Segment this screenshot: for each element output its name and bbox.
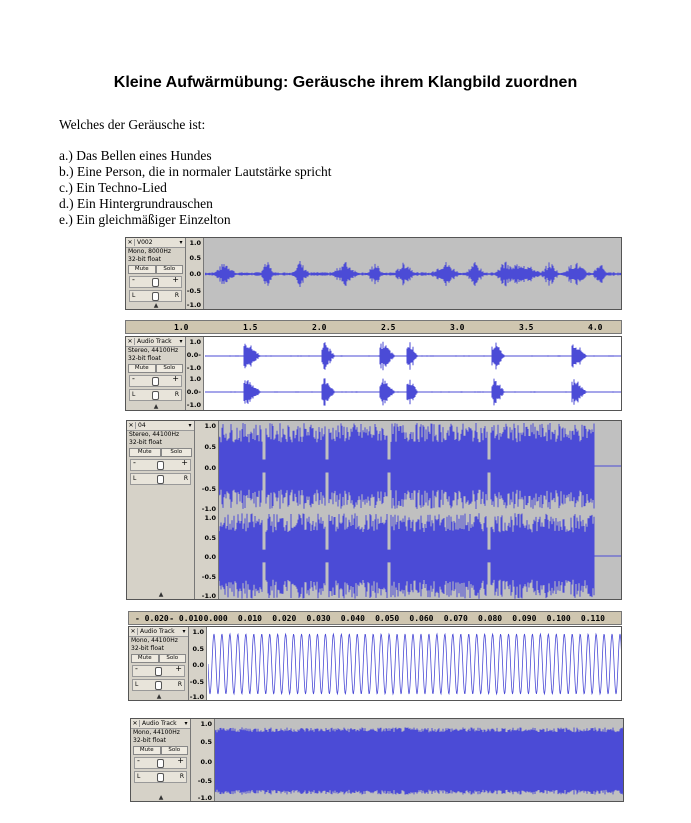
dropdown-icon[interactable]: ▾ [179,338,183,345]
ruler-tick-label: 0.070 [443,614,468,623]
track-info: Mono, 44100Hz [131,637,178,644]
ruler-tick-label: 0.000 [203,614,228,623]
ruler-tick-label: 0.100 [546,614,571,623]
mute-button[interactable]: Mute [133,746,161,755]
option-e: e.) Ein gleichmäßiger Einzelton [59,212,231,227]
dropdown-icon[interactable]: ▾ [182,628,186,635]
ruler-tick-label: 0.060 [409,614,434,623]
ruler-tick-label: 2.5 [381,323,396,332]
pan-slider[interactable]: L R [134,771,187,783]
ruler-tick-label: 2.0 [312,323,327,332]
waveform-1 [205,238,622,310]
track-panel-1 [125,237,622,310]
waveform-path [208,634,622,694]
solo-button[interactable]: Solo [156,265,184,274]
ruler-tick-label: 4.0 [588,323,603,332]
solo-button[interactable]: Solo [156,364,184,373]
track-info: Stereo, 44100Hz [128,347,179,354]
track-format: 32-bit float [128,355,162,362]
track-name[interactable]: Audio Track [137,338,172,345]
pan-slider[interactable]: L R [129,389,182,401]
ruler-tick-label: 0.040 [340,614,365,623]
mute-button[interactable]: Mute [129,448,161,457]
close-icon[interactable]: ✕ [127,422,136,429]
option-b: b.) Eine Person, die in normaler Lautstärke spricht [59,164,332,179]
track-name[interactable]: 04 [138,422,146,429]
track-control-2 [126,337,186,411]
pan-slider[interactable]: L R [129,290,182,302]
ruler-tick-label: 0.090 [512,614,537,623]
track-name[interactable]: Audio Track [140,628,175,635]
track-info: Mono, 8000Hz [128,248,172,255]
dropdown-icon[interactable]: ▾ [188,422,192,429]
collapse-icon[interactable]: ▲ [158,794,164,801]
close-icon[interactable]: ✕ [126,338,135,345]
ruler-tick-label: 3.5 [519,323,534,332]
mute-button[interactable]: Mute [131,654,159,663]
track-panel-3 [126,420,622,600]
solo-button[interactable]: Solo [161,746,189,755]
solo-button[interactable]: Solo [161,448,193,457]
track-info: Stereo, 44100Hz [129,431,180,438]
ruler-tick-label: 0.080 [478,614,503,623]
track-format: 32-bit float [131,645,165,652]
dropdown-icon[interactable]: ▾ [179,239,183,246]
track-panel-5 [130,718,624,802]
gain-slider[interactable]: - + [129,276,182,288]
option-a: a.) Das Bellen eines Hundes [59,148,212,163]
gain-slider[interactable]: - + [132,665,185,677]
option-d: d.) Ein Hintergrundrauschen [59,196,213,211]
track-format: 32-bit float [133,737,167,744]
track-info: Mono, 44100Hz [133,729,180,736]
ruler-tick-label: 0.010 [237,614,262,623]
time-ruler-1 [125,320,622,334]
ruler-tick-label: 1.5 [243,323,258,332]
amplitude-scale: 1.0 0.0- -1.0 1.0 0.0- -1.0 [186,337,204,411]
track-format: 32-bit float [128,256,162,263]
option-c: c.) Ein Techno-Lied [59,180,167,195]
page-title: Kleine Aufwärmübung: Geräusche ihrem Klangbild zuordnen [113,74,578,91]
close-icon[interactable]: ✕ [129,628,138,635]
time-ruler-2 [128,611,622,625]
collapse-icon[interactable]: ▲ [153,403,159,410]
options-list [59,148,332,228]
track-control-1 [126,238,186,310]
track-name[interactable]: Audio Track [142,720,177,727]
gain-slider[interactable]: - + [130,459,191,471]
gain-slider[interactable]: - + [129,375,182,387]
ruler-tick-label: - 0.020 [135,614,169,623]
mute-button[interactable]: Mute [128,265,156,274]
track-panel-4 [128,626,622,701]
close-icon[interactable]: ✕ [126,239,135,246]
ruler-tick-label: 3.0 [450,323,465,332]
amplitude-scale: 1.0 0.5 0.0 -0.5 -1.0 [189,627,207,701]
track-name[interactable]: V002 [137,239,153,246]
amplitude-scale: 1.0 0.5 0.0 -0.5 -1.0 1.0 0.5 0.0 -0.5 -1.0 [195,421,219,600]
track-panel-2 [125,336,622,411]
track-control-3 [127,421,195,600]
waveform-2 [205,337,622,411]
waveform-5 [215,719,624,802]
track-format: 32-bit float [129,439,163,446]
pan-slider[interactable]: L R [130,473,191,485]
waveform-3 [219,421,622,600]
ruler-tick-label: 1.0 [174,323,189,332]
question-text: Welches der Geräusche ist: [59,117,206,132]
solo-button[interactable]: Solo [159,654,187,663]
collapse-icon[interactable]: ▲ [153,302,159,309]
mute-button[interactable]: Mute [128,364,156,373]
pan-slider[interactable]: L R [132,679,185,691]
ruler-tick-label: 0.020 [272,614,297,623]
track-control-5 [131,719,191,802]
track-control-4 [129,627,189,701]
amplitude-scale: 1.0 0.5 0.0 -0.5 -1.0 [191,719,215,802]
amplitude-scale: 1.0 0.5 0.0 -0.5 -1.0 [186,238,204,310]
close-icon[interactable]: ✕ [131,720,140,727]
collapse-icon[interactable]: ▲ [158,591,164,598]
ruler-tick-label: - 0.010 [169,614,204,623]
ruler-tick-label: 0.050 [375,614,400,623]
waveform-4 [208,627,622,701]
ruler-tick-label: 0.030 [306,614,331,623]
gain-slider[interactable]: - + [134,757,187,769]
dropdown-icon[interactable]: ▾ [184,720,188,727]
collapse-icon[interactable]: ▲ [156,693,162,700]
ruler-tick-label: 0.110 [580,614,605,623]
